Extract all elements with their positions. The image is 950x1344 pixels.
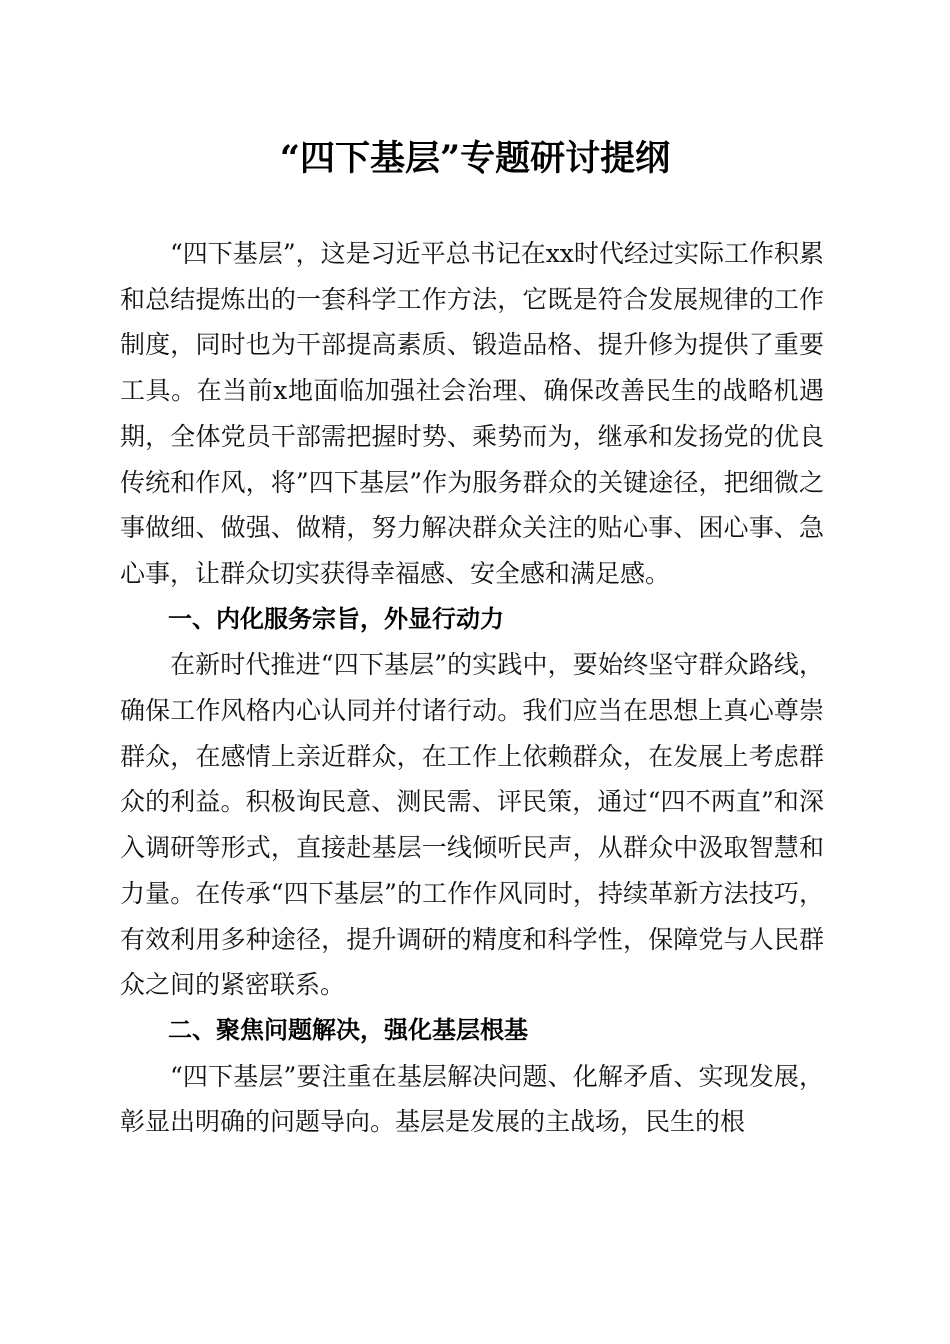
section-paragraph-2: “四下基层”要注重在基层解决问题、化解矛盾、实现发展，彰显出明确的问题导向。基层是发展的主战场，民生的根 xyxy=(120,1061,824,1137)
section-heading-2: 二、聚焦问题解决，强化基层根基 xyxy=(168,1015,528,1044)
document-title: “四下基层”专题研讨提纲 xyxy=(279,138,671,179)
intro-paragraph: “四下基层”，这是习近平总书记在xx时代经过实际工作积累和总结提炼出的一套科学工作方法，它既是符合发展规律的工作制度，同时也为干部提高素质、锻造品格、提升修为提供了重要工具。在当前x地面临加强社会治理、确保改善民生的战略机遇期，全体党员干部需把握时势、乘势而为，继承和发扬党的优良传统和作风，将”四下基层”作为服务群众的关键途径，把细微之事做细、做强、做精，努力解决群众关注的贴心事、困心事、急心事，让群众切实获得幸福感、安全感和满足感。 xyxy=(120,239,824,588)
document-body xyxy=(120,231,824,1145)
section-heading-1: 一、内化服务宗旨，外显行动力 xyxy=(168,604,504,633)
section-paragraph-1: 在新时代推进“四下基层”的实践中，要始终坚守群众路线，确保工作风格内心认同并付诸行动。我们应当在思想上真心尊崇群众，在感情上亲近群众，在工作上依赖群众，在发展上考虑群众的利益。积极询民意、测民需、评民策，通过“四不两直”和深入调研等形式，直接赴基层一线倾听民声，从群众中汲取智慧和力量。在传承“四下基层”的工作作风同时，持续革新方法技巧，有效利用多种途径，提升调研的精度和科学性，保障党与人民群众之间的紧密联系。 xyxy=(120,650,824,1000)
